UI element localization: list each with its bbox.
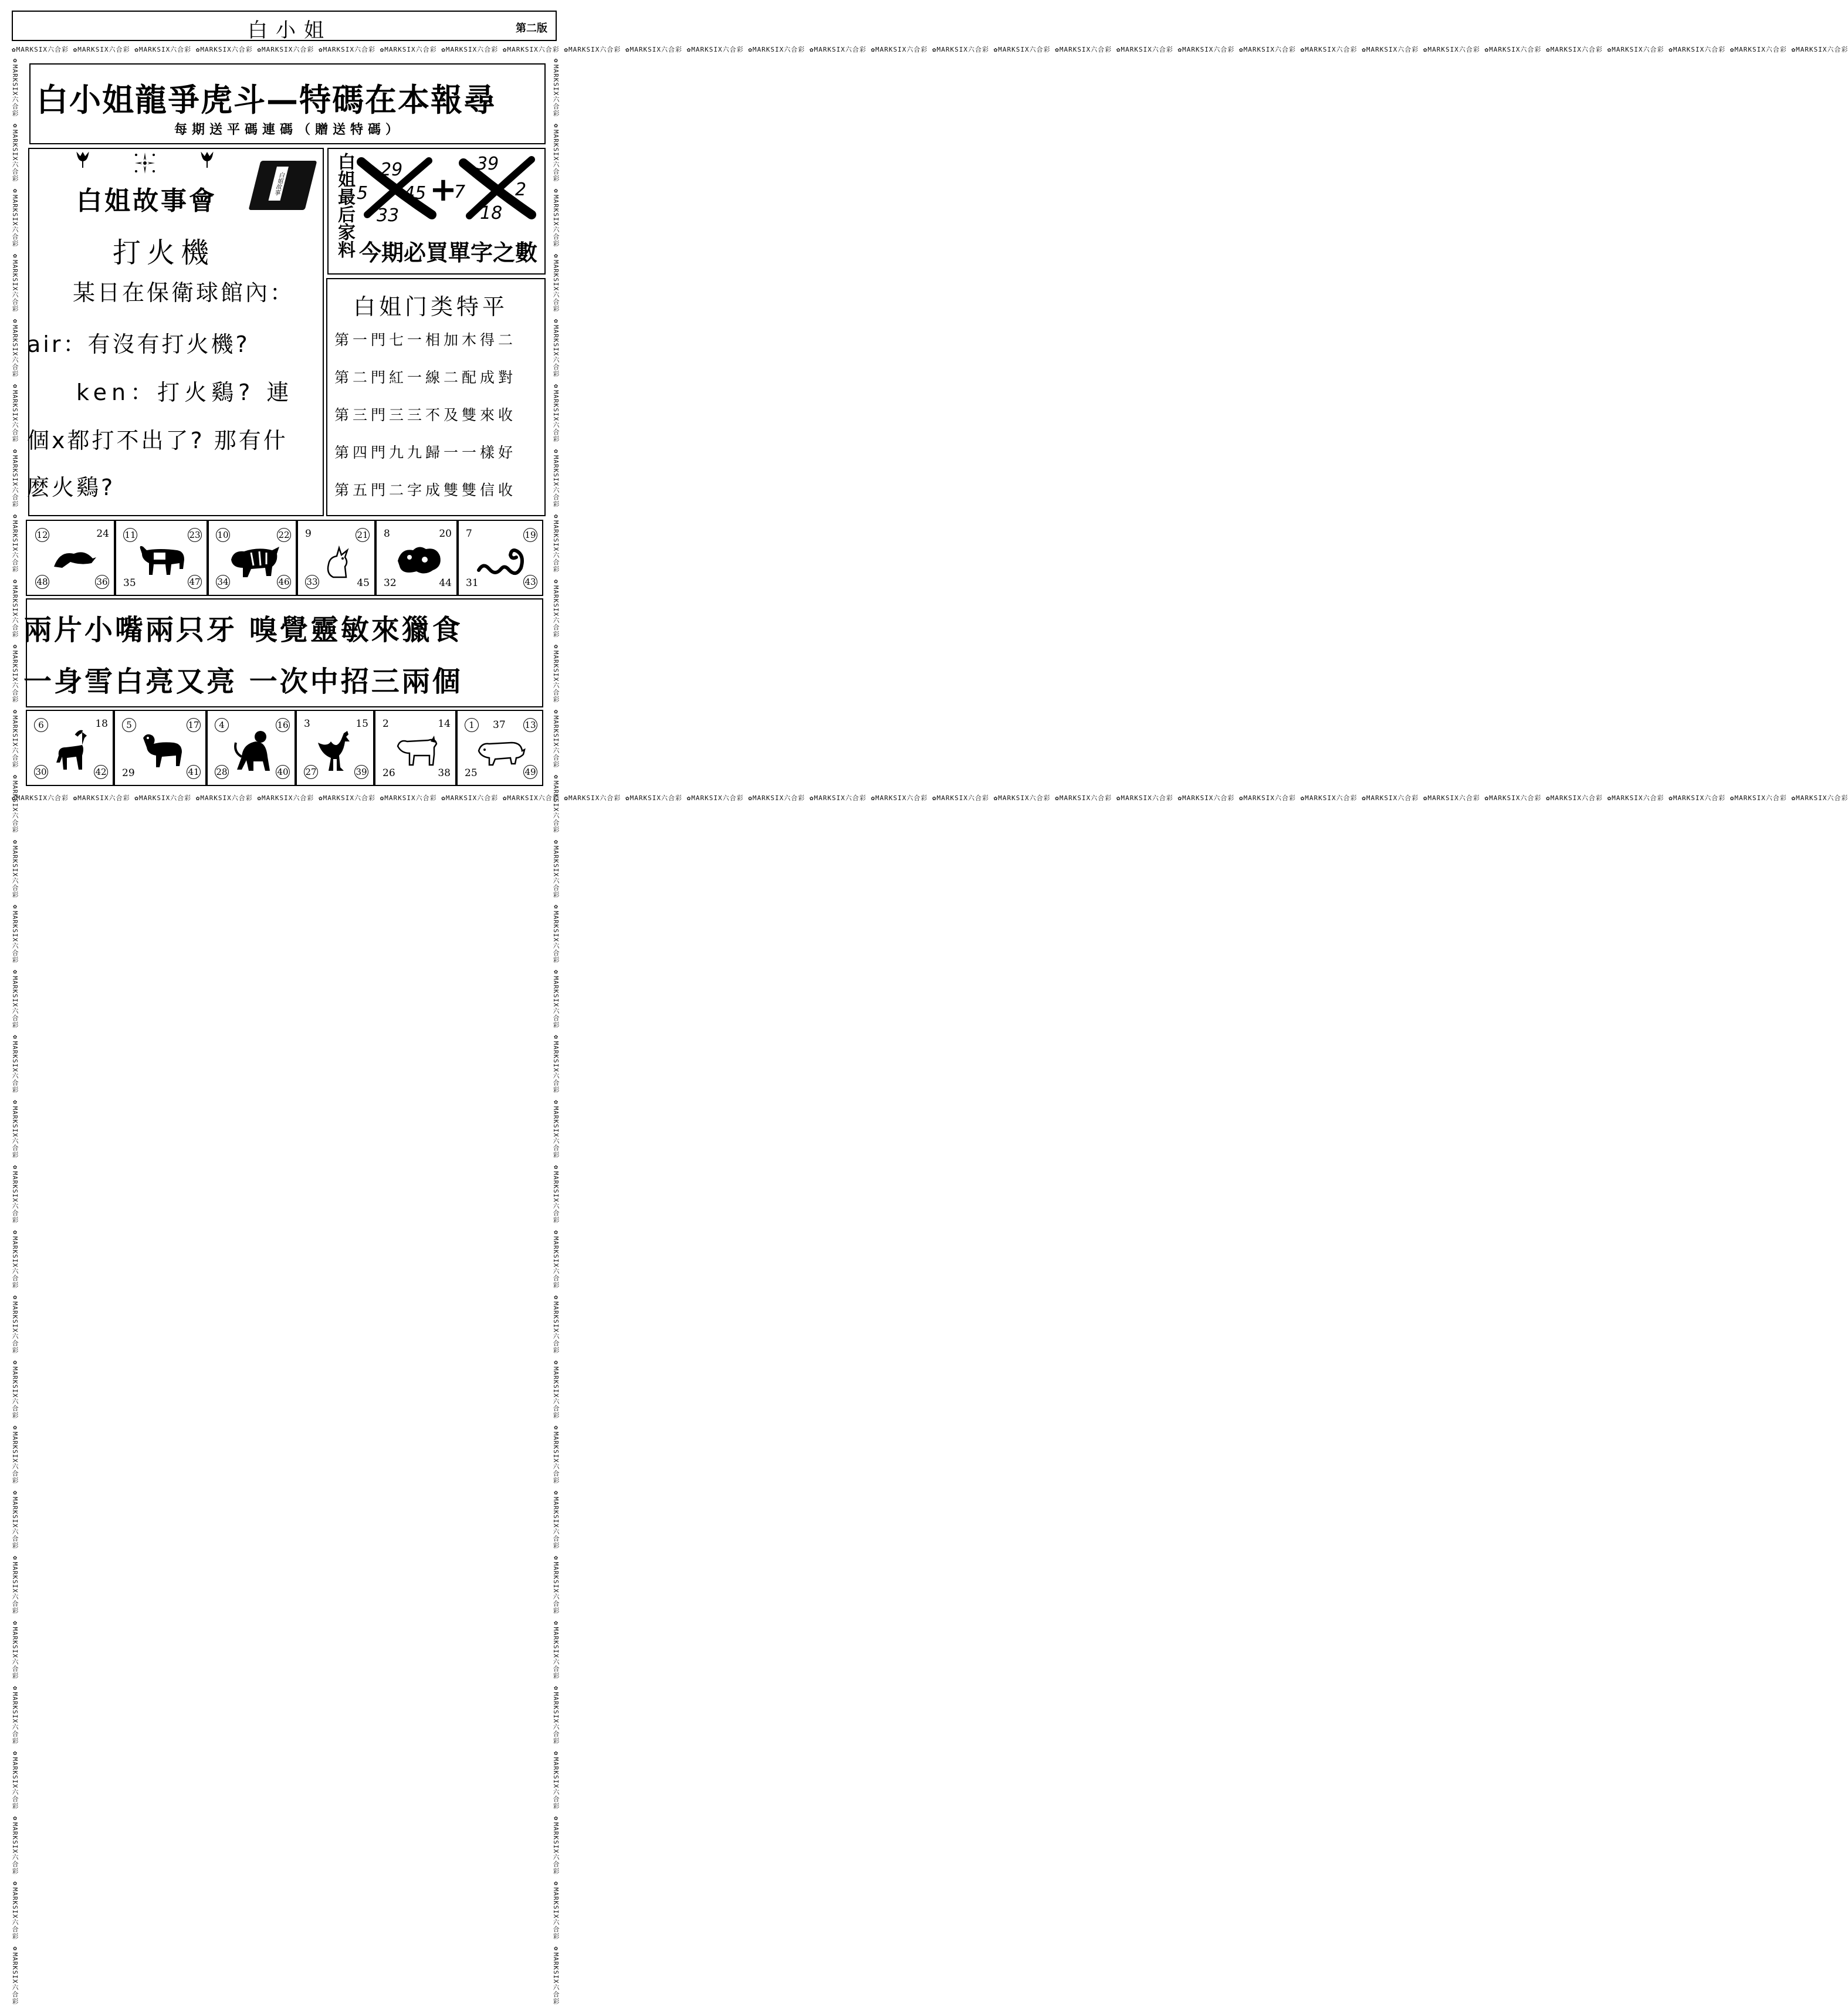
border-strip-left: ✿MARKSIX六合彩 ✿MARKSIX六合彩 ✿MARKSIX六合彩 ✿MARKSIX六合彩 ✿MARKSIX六合彩 ✿MARKSIX六合彩 ✿MARKSIX六合彩 ✿MARKSIX六合彩 ✿MARKSIX六合彩 ✿MARKSIX六合彩 ✿MARKSIX六合彩 ✿MARKSIX六合彩 ✿MARKSIX六合彩 ✿MARKSIX六合彩 ✿MARKSIX六合彩 ✿MARKSIX六合彩 ✿MARKSIX六合彩 ✿MARKSIX六合彩 ✿MARKSIX六合彩 ✿MARKSIX六合彩 ✿MARKSIX六合彩 ✿MARKSIX六合彩 ✿MARKSIX六合彩 ✿MARKSIX六合彩 ✿MARKSIX六合彩 ✿MARKSIX六合彩 ✿MARKSIX六合彩 ✿MARKSIX六合彩 ✿MARKSIX六合彩 ✿MARKSIX六合彩	[11, 56, 19, 2005]
masthead	[12, 11, 557, 41]
doors-panel	[326, 278, 546, 516]
zodiac-num: 28	[215, 765, 229, 779]
zodiac-num: 16	[276, 718, 290, 732]
dog-icon	[393, 734, 440, 767]
banner	[29, 63, 546, 144]
story-line: 麽火鷄?	[27, 475, 116, 500]
zodiac-num: 18	[95, 718, 108, 730]
riddle-panel	[23, 598, 543, 707]
ox-icon	[136, 542, 189, 580]
pred-num: 33	[377, 205, 400, 226]
zodiac-num: 6	[34, 718, 48, 732]
book-label: 白姐故事	[269, 167, 289, 201]
pred-plus: +	[429, 171, 457, 209]
zodiac-num: 20	[439, 528, 452, 540]
banner-subtitle: 每期送平碼連碼（贈送特碼）	[174, 123, 404, 137]
pred-num: 45	[404, 183, 427, 204]
zodiac-num: 37	[493, 719, 506, 731]
zodiac-cell-rabbit	[297, 520, 375, 596]
zodiac-cell-dog	[374, 710, 456, 786]
door-line: 第一門七一相加木得二	[334, 331, 517, 348]
zodiac-num: 3	[304, 718, 310, 730]
rat-icon	[50, 544, 97, 570]
zodiac-num: 24	[96, 528, 109, 540]
zodiac-cell-rooster	[296, 710, 374, 786]
snake-icon	[475, 544, 528, 580]
zodiac-cell-tiger	[208, 520, 297, 596]
zodiac-cell-rat	[26, 520, 115, 596]
door-line: 第三門三三不及雙來收	[334, 407, 517, 424]
flower-icon	[130, 150, 160, 176]
rabbit-icon	[321, 544, 353, 580]
story-badge: 白姐故事會	[76, 186, 217, 216]
zodiac-num: 23	[188, 528, 202, 542]
zodiac-row-top	[26, 520, 543, 596]
zodiac-num: 5	[122, 718, 136, 732]
zodiac-num: 49	[523, 765, 537, 779]
prediction-side-label: 白姐最后家料	[334, 153, 355, 258]
zodiac-cell-snake	[458, 520, 543, 596]
riddle-line-2: 一身雪白亮又亮 一次中招三兩個	[23, 665, 463, 698]
tulip-icon	[74, 151, 92, 169]
zodiac-num: 14	[438, 718, 451, 730]
story-line: ken：打火鷄? 連	[76, 380, 294, 405]
zodiac-cell-ox	[115, 520, 208, 596]
zodiac-cell-monkey	[207, 710, 296, 786]
pig-icon	[475, 737, 526, 766]
tiger-icon	[228, 542, 282, 580]
zodiac-num: 7	[466, 528, 472, 540]
pred-num: 39	[476, 154, 499, 174]
monkey-icon	[231, 729, 276, 773]
zodiac-num: 1	[465, 718, 479, 732]
banner-title: 白小姐龍爭虎斗—特碼在本報尋	[36, 82, 496, 118]
pred-num: 7	[454, 182, 466, 202]
zodiac-num: 10	[216, 528, 230, 542]
story-line: 某日在保衛球館內：	[73, 280, 295, 306]
zodiac-num: 27	[304, 765, 318, 779]
zodiac-num: 35	[123, 577, 136, 589]
pred-num: 18	[480, 203, 503, 223]
zodiac-num: 43	[523, 575, 537, 589]
dragon-icon	[395, 543, 442, 576]
zodiac-cell-dragon	[375, 520, 458, 596]
zodiac-num: 30	[34, 765, 48, 779]
zodiac-num: 38	[438, 767, 451, 779]
doors-title: 白姐门类特平	[353, 294, 509, 320]
tulip-icon	[198, 151, 216, 169]
zodiac-num: 8	[384, 528, 390, 540]
door-line: 第二門紅一線二配成對	[334, 369, 517, 386]
edition-label: 第二版	[516, 22, 547, 35]
zodiac-num: 34	[216, 575, 230, 589]
riddle-line-1: 兩片小嘴兩只牙 嗅覺靈敏來獵食	[23, 614, 463, 646]
door-line: 第四門九九歸一一樣好	[334, 444, 517, 461]
zodiac-num: 41	[187, 765, 201, 779]
zodiac-num: 36	[95, 575, 109, 589]
pred-num: 5	[357, 183, 368, 204]
masthead-title: 白小姐	[248, 19, 332, 42]
zodiac-num: 31	[466, 577, 479, 589]
zodiac-row-bottom	[26, 710, 543, 786]
zodiac-num: 2	[383, 718, 389, 730]
border-strip-bottom: ✿MARKSIX六合彩 ✿MARKSIX六合彩 ✿MARKSIX六合彩 ✿MARKSIX六合彩 ✿MARKSIX六合彩 ✿MARKSIX六合彩 ✿MARKSIX六合彩 ✿MARKSIX六合彩 ✿MARKSIX六合彩 ✿MARKSIX六合彩 ✿MARKSIX六合彩 ✿MARKSIX六合彩 ✿MARKSIX六合彩 ✿MARKSIX六合彩 ✿MARKSIX六合彩 ✿MARKSIX六合彩 ✿MARKSIX六合彩 ✿MARKSIX六合彩 ✿MARKSIX六合彩 ✿MARKSIX六合彩 ✿MARKSIX六合彩 ✿MARKSIX六合彩 ✿MARKSIX六合彩 ✿MARKSIX六合彩 ✿MARKSIX六合彩 ✿MARKSIX六合彩 ✿MARKSIX六合彩 ✿MARKSIX六合彩 ✿MARKSIX六合彩 ✿MARKSIX六合彩	[12, 794, 1848, 802]
door-line: 第五門二字成雙雙信收	[334, 482, 517, 499]
zodiac-num: 42	[94, 765, 108, 779]
zodiac-num: 46	[277, 575, 291, 589]
border-strip-right: ✿MARKSIX六合彩 ✿MARKSIX六合彩 ✿MARKSIX六合彩 ✿MARKSIX六合彩 ✿MARKSIX六合彩 ✿MARKSIX六合彩 ✿MARKSIX六合彩 ✿MARKSIX六合彩 ✿MARKSIX六合彩 ✿MARKSIX六合彩 ✿MARKSIX六合彩 ✿MARKSIX六合彩 ✿MARKSIX六合彩 ✿MARKSIX六合彩 ✿MARKSIX六合彩 ✿MARKSIX六合彩 ✿MARKSIX六合彩 ✿MARKSIX六合彩 ✿MARKSIX六合彩 ✿MARKSIX六合彩 ✿MARKSIX六合彩 ✿MARKSIX六合彩 ✿MARKSIX六合彩 ✿MARKSIX六合彩 ✿MARKSIX六合彩 ✿MARKSIX六合彩 ✿MARKSIX六合彩 ✿MARKSIX六合彩 ✿MARKSIX六合彩 ✿MARKSIX六合彩	[552, 56, 560, 2005]
zodiac-cell-horse	[26, 710, 114, 786]
zodiac-num: 47	[188, 575, 202, 589]
zodiac-num: 19	[523, 528, 537, 542]
book-icon	[249, 161, 317, 210]
zodiac-num: 25	[465, 767, 478, 779]
zodiac-num: 15	[356, 718, 368, 730]
zodiac-num: 12	[35, 528, 49, 542]
zodiac-num: 33	[305, 575, 319, 589]
zodiac-num: 45	[357, 577, 370, 589]
pred-num: 29	[380, 160, 403, 180]
story-title: 打火機	[113, 236, 215, 269]
zodiac-num: 4	[215, 718, 229, 732]
zodiac-num: 26	[383, 767, 395, 779]
zodiac-num: 21	[356, 528, 370, 542]
rooster-icon	[313, 730, 358, 773]
horse-icon	[53, 730, 90, 772]
zodiac-num: 13	[523, 718, 537, 732]
zodiac-num: 44	[439, 577, 452, 589]
zodiac-num: 48	[35, 575, 49, 589]
story-panel	[28, 148, 324, 516]
zodiac-num: 32	[384, 577, 397, 589]
zodiac-num: 17	[187, 718, 201, 732]
zodiac-cell-pig	[456, 710, 543, 786]
zodiac-num: 29	[122, 767, 135, 779]
zodiac-num: 9	[305, 528, 312, 540]
pred-num: 2	[515, 179, 527, 200]
prediction-panel	[327, 148, 546, 275]
prediction-caption: 今期必買單字之數	[359, 240, 538, 266]
zodiac-num: 39	[354, 765, 368, 779]
zodiac-num: 11	[123, 528, 137, 542]
goat-icon	[138, 731, 185, 770]
zodiac-cell-goat	[114, 710, 207, 786]
story-line: air：有沒有打火機?	[27, 331, 250, 357]
zodiac-num: 22	[277, 528, 291, 542]
story-line: 個x都打不出了? 那有什	[27, 428, 288, 453]
border-strip-top: ✿MARKSIX六合彩 ✿MARKSIX六合彩 ✿MARKSIX六合彩 ✿MARKSIX六合彩 ✿MARKSIX六合彩 ✿MARKSIX六合彩 ✿MARKSIX六合彩 ✿MARKSIX六合彩 ✿MARKSIX六合彩 ✿MARKSIX六合彩 ✿MARKSIX六合彩 ✿MARKSIX六合彩 ✿MARKSIX六合彩 ✿MARKSIX六合彩 ✿MARKSIX六合彩 ✿MARKSIX六合彩 ✿MARKSIX六合彩 ✿MARKSIX六合彩 ✿MARKSIX六合彩 ✿MARKSIX六合彩 ✿MARKSIX六合彩 ✿MARKSIX六合彩 ✿MARKSIX六合彩 ✿MARKSIX六合彩 ✿MARKSIX六合彩 ✿MARKSIX六合彩 ✿MARKSIX六合彩 ✿MARKSIX六合彩 ✿MARKSIX六合彩 ✿MARKSIX六合彩	[12, 46, 1848, 53]
zodiac-num: 40	[276, 765, 290, 779]
